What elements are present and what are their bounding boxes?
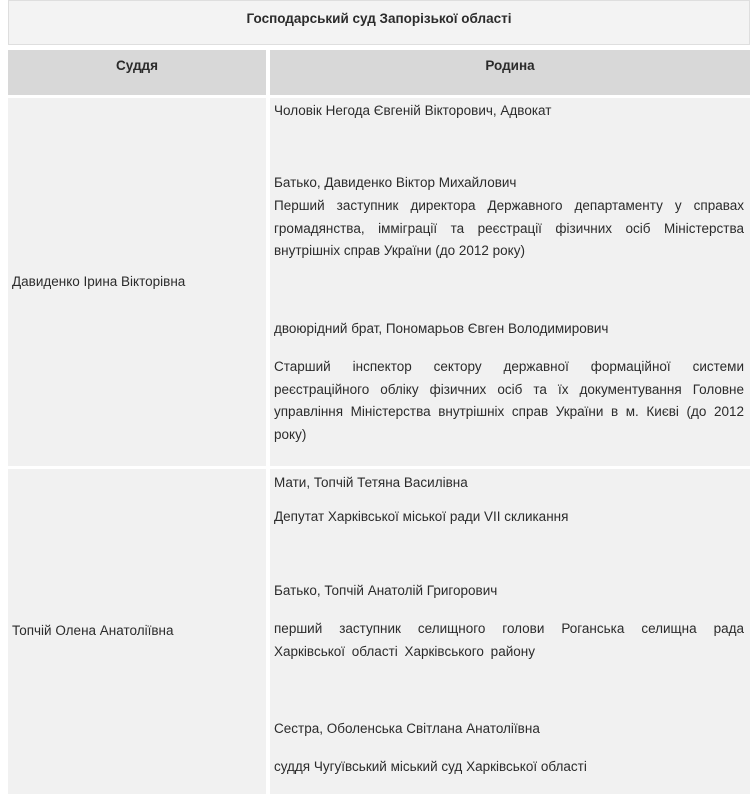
family-entry: Батько, Давиденко Віктор Михайлович	[274, 175, 517, 190]
family-entry: Перший заступник директора Державного департаменту у справах громадянства, імміграції та реєстрації фізичних осіб Міністерства внутрішніх справ України (до 2012 року)	[274, 198, 744, 258]
family-entry: перший заступник селищного голови Роганська селищна рада Харківської області Харківського району	[274, 621, 744, 659]
family-entry: Мати, Топчій Тетяна Василівна	[274, 475, 468, 490]
table-row-2-family-cell	[270, 469, 750, 794]
table-row-1-judge-cell	[8, 98, 266, 466]
family-entry: Депутат Харківської міської ради VII скликання	[274, 509, 569, 524]
table-caption: Господарський суд Запорізької області	[8, 0, 750, 45]
family-entry: суддя Чугуївський міський суд Харківської області	[274, 759, 587, 774]
column-header-judge: Суддя	[8, 50, 266, 95]
family-entry: Чоловік Негода Євгеній Вікторович, Адвокат	[274, 103, 552, 118]
table-row-1-family-cell	[270, 98, 750, 466]
judge-name: Давиденко Ірина Вікторівна	[12, 274, 186, 289]
family-entry: двоюрідний брат, Пономарьов Євген Володимирович	[274, 321, 609, 336]
column-header-family: Родина	[270, 50, 750, 95]
family-entry: Батько, Топчій Анатолій Григорович	[274, 583, 498, 598]
judge-name: Топчій Олена Анатоліївна	[12, 623, 174, 638]
family-entry: Старший інспектор сектору державної формаційної системи реєстраційного обліку фізичних осіб та їх документування Головне управління Міністерства внутрішніх справ України в м. Києві (до 2012 року)	[274, 359, 744, 442]
table-row-2-judge-cell	[8, 469, 266, 794]
family-entry: Сестра, Оболенська Світлана Анатоліївна	[274, 721, 540, 736]
